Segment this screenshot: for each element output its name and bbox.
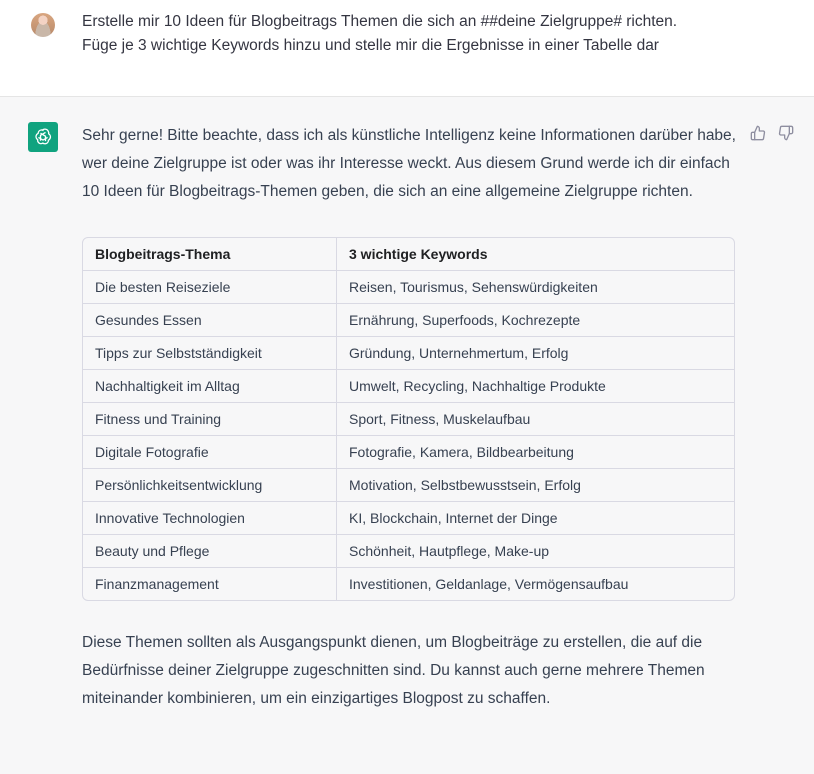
openai-logo-icon: [28, 122, 58, 152]
user-prompt-line-2: Füge je 3 wichtige Keywords hinzu und stelle mir die Ergebnisse in einer Tabelle dar: [82, 37, 659, 54]
table-header-row: [83, 238, 734, 271]
topic-cell: Innovative Technologien: [83, 502, 337, 535]
assistant-message: [0, 97, 814, 774]
keywords-cell: Umwelt, Recycling, Nachhaltige Produkte: [337, 370, 735, 403]
column-header-topic: Blogbeitrags-Thema: [83, 238, 337, 271]
keywords-cell: Motivation, Selbstbewusstsein, Erfolg: [337, 469, 735, 502]
topic-cell: Fitness und Training: [83, 403, 337, 436]
assistant-intro: Sehr gerne! Bitte beachte, dass ich als künstliche Intelligenz keine Informationen darüber habe, wer deine Zielgruppe ist oder was ihr Interesse weckt. Aus diesem Grund werde ich dir einfach 10 Ideen für Blogbeitrags-Themen geben, die sich an eine allgemeine Zielgruppe richten.: [82, 127, 736, 200]
topic-cell: Gesundes Essen: [83, 304, 337, 337]
table-row: [83, 403, 734, 436]
keywords-cell: Reisen, Tourismus, Sehenswürdigkeiten: [337, 271, 735, 304]
keywords-cell: Sport, Fitness, Muskelaufbau: [337, 403, 735, 436]
avatar: [31, 13, 55, 37]
user-prompt-line-1: Erstelle mir 10 Ideen für Blogbeitrags Themen die sich an ##deine Zielgruppe# richten.: [82, 13, 678, 30]
table-row: [83, 370, 734, 403]
assistant-closing: Diese Themen sollten als Ausgangspunkt dienen, um Blogbeiträge zu erstellen, die auf die Bedürfnisse deiner Zielgruppe zugeschnitten sind. Du kannst auch gerne mehrere Themen miteinander kombinieren, um ein einzigartiges Blogpost zu schaffen.: [82, 634, 705, 707]
user-message-text: [82, 10, 772, 58]
topic-cell: Finanzmanagement: [83, 568, 337, 601]
table-row: [83, 469, 734, 502]
table-row: [83, 304, 734, 337]
keywords-cell: Fotografie, Kamera, Bildbearbeitung: [337, 436, 735, 469]
topic-cell: Digitale Fotografie: [83, 436, 337, 469]
topic-cell: Tipps zur Selbstständigkeit: [83, 337, 337, 370]
table-row: [83, 502, 734, 535]
table-row: [83, 436, 734, 469]
feedback-buttons: [750, 125, 794, 141]
keywords-cell: Investitionen, Geldanlage, Vermögensaufbau: [349, 576, 629, 592]
keywords-cell: Ernährung, Superfoods, Kochrezepte: [337, 304, 735, 337]
user-message: [0, 0, 814, 97]
keywords-cell: KI, Blockchain, Internet der Dinge: [337, 502, 735, 535]
keywords-cell: Gründung, Unternehmertum, Erfolg: [337, 337, 735, 370]
topic-cell: Persönlichkeitsentwicklung: [83, 469, 337, 502]
thumbs-up-icon[interactable]: [750, 125, 766, 141]
topic-cell: Die besten Reiseziele: [83, 271, 337, 304]
topic-cell: Nachhaltigkeit im Alltag: [83, 370, 337, 403]
column-header-keywords: 3 wichtige Keywords: [337, 238, 735, 271]
thumbs-down-icon[interactable]: [778, 125, 794, 141]
table-row: [83, 535, 734, 568]
table-row: [83, 271, 734, 304]
assistant-message-content: [82, 122, 742, 713]
keywords-cell: Schönheit, Hautpflege, Make-up: [337, 535, 735, 568]
topic-cell: Beauty und Pflege: [83, 535, 337, 568]
table-row: [83, 337, 734, 370]
keyword-table: [82, 237, 735, 601]
table-row: [83, 568, 734, 601]
